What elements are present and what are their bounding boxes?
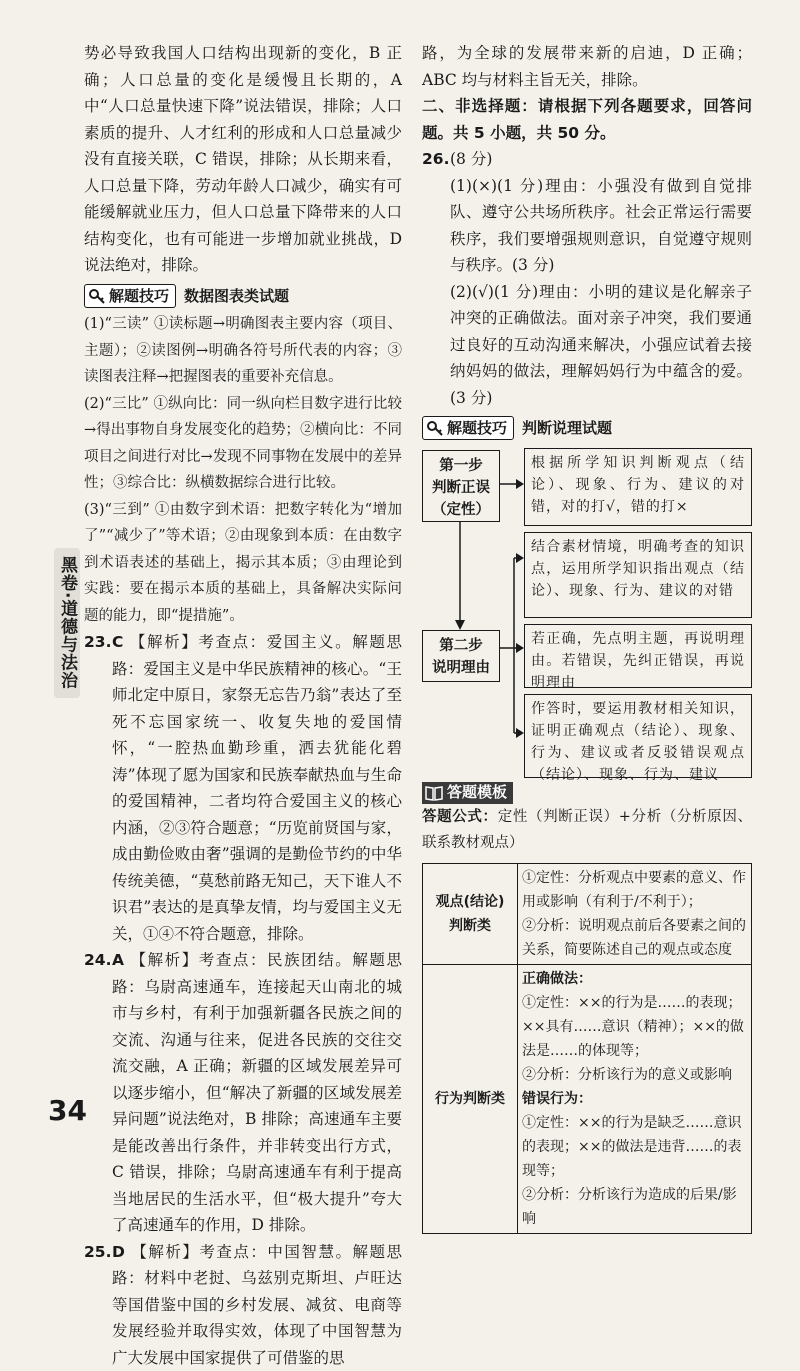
tip-badge-label: 解题技巧	[109, 283, 169, 310]
question-23	[84, 629, 402, 947]
answer-letter: D	[112, 1243, 125, 1261]
template-badge-label: 答题模板	[447, 779, 507, 806]
table-row	[423, 863, 752, 964]
formula-text: 定性（判断正误）+分析（分析原因、联系教材观点）	[422, 809, 752, 852]
side-tab-subject: 黑卷·道德与法治	[54, 548, 80, 698]
judgement-flow-diagram	[422, 448, 752, 778]
table-line: ①定性：分析观点中要素的意义、作用或影响（有利于/不利于）；	[522, 866, 747, 914]
left-column	[84, 40, 402, 1371]
answer-formula	[422, 804, 752, 857]
tip-badge	[422, 416, 514, 440]
step-1-box: 第一步 判断正误 （定性）	[422, 450, 500, 522]
table-line: ①定性：××的行为是……的表现；××具有……意识（精神）；××的做法是……的体现等；	[522, 991, 747, 1063]
table-category-behavior: 行为判断类	[423, 964, 518, 1233]
tip-badge-label: 解题技巧	[447, 415, 507, 442]
step-2-answer-box: 作答时，要运用教材相关知识，证明正确观点（结论）、现象、行为、建议或者反驳错误观点（结论）、现象、行为、建议	[524, 694, 752, 778]
tip-title: 数据图表类试题	[184, 283, 289, 310]
question-24	[84, 947, 402, 1239]
question-number: 25.	[84, 1239, 112, 1266]
step-1-desc-box: 根据所学知识判断观点（结论）、现象、行为、建议的对错，对的打√，错的打×	[524, 448, 752, 526]
q22-continuation: 势必导致我国人口结构出现新的变化，B 正确；人口总量的变化是缓慢且长期的，A 中“人口总量快速下降”说法错误，排除；人口素质的提升、人才红利的形成和人口总量减少没有直接关联，C 错误，排除；从长期来看，人口总量下降，劳动年龄人口减少，确实有可能缓解就业压力，但人口总量下降带来的人口结构变化，也有可能进一步增加就业挑战，D 说法绝对，排除。	[84, 40, 402, 279]
right-column	[422, 40, 752, 1234]
answer-explanation: 【解析】考查点：民族团结。解题思路：乌尉高速通车，连接起天山南北的城市与乡村，有利于加强新疆各民族之间的交流、沟通与往来，促进各民族的交往交流交融，A 正确；新疆的区域发展差异可以逐步缩小，但“解决了新疆的区域发展差异问题”说法绝对，B 排除；高速通车主要是能改善出行条件，并非转变出行方式，C 错误，排除；乌尉高速通车有利于提高当地居民的生活水平，但“极大提升”夸大了高速通车的作用，D 排除。	[112, 951, 402, 1234]
table-subheading: 错误行为：	[522, 1087, 747, 1111]
tip-item-2: (2)“三比” ①纵向比：同一纵向栏目数字进行比较→得出事物自身发展变化的趋势；②横向比：不同项目之间进行对比→发现不同事物在发展中的差异性；③综合比：纵横数据综合进行比较。	[84, 391, 402, 497]
answer-letter: C	[112, 633, 123, 651]
answer-letter: A	[112, 951, 124, 969]
tip-title: 判断说理试题	[522, 415, 612, 442]
tip-item-1: (1)“三读” ①读标题→明确图表主要内容（项目、主题）；②读图例→明确各符号所代表的内容；③读图表注释→把握图表的重要补充信息。	[84, 311, 402, 391]
formula-label: 答题公式：	[422, 809, 498, 825]
question-25	[84, 1239, 402, 1371]
table-line: ②分析：分析该行为造成的后果/影响	[522, 1183, 747, 1231]
question-26	[422, 146, 752, 173]
answer-template-table	[422, 863, 752, 1234]
table-line: ①定性：××的行为是缺乏……意识的表现；××的做法是违背……的表现等；	[522, 1111, 747, 1183]
book-icon	[425, 785, 443, 801]
table-cell	[518, 964, 752, 1233]
key-icon	[426, 419, 444, 437]
q26-part-2: (2)(√)(1 分)理由：小明的建议是化解亲子冲突的正确做法。面对亲子冲突，我们要通过良好的互动沟通来解决，小强应试着去接纳妈妈的做法，理解妈妈行为中蕴含的爱。(3 分)	[422, 279, 752, 412]
tip-item-3: (3)“三到” ①由数字到术语：把数字转化为“增加了”“减少了”等术语；②由现象到本质：在由数字到术语表述的基础上，揭示其本质；③由理论到实践：要在揭示本质的基础上，具备解决实际问题的能力，即“提措施”。	[84, 497, 402, 630]
tip-badge	[84, 284, 176, 308]
q25-continuation: 路，为全球的发展带来新的启迪，D 正确；ABC 均与材料主旨无关，排除。	[422, 40, 752, 93]
answer-explanation: 【解析】考查点：爱国主义。解题思路：爱国主义是中华民族精神的核心。“王师北定中原日，家祭无忘告乃翁”表达了至死不忘国家统一、收复失地的爱国情怀，“一腔热血勤珍重，洒去犹能化碧涛”体现了愿为国家和民族奉献热血与生命的爱国精神，二者均符合爱国主义的核心内涵，②③符合题意；“历览前贤国与家，成由勤俭败由奢”强调的是勤俭节约的中华传统美德，“莫愁前路无知己，天下谁人不识君”表达的是真挚友情，均与爱国主义无关，①④不符合题意，排除。	[112, 633, 402, 943]
q26-part-1: (1)(×)(1 分)理由：小强没有做到自觉排队、遵守公共场所秩序。社会正常运行需要秩序，我们要增强规则意识，自觉遵守规则与秩序。(3 分)	[422, 173, 752, 279]
question-number: 26.	[422, 146, 450, 173]
tip-header-judgement	[422, 415, 752, 442]
section-heading: 二、非选择题：请根据下列各题要求，回答问题。共 5 小题，共 50 分。	[422, 93, 752, 146]
tip-header-data-chart	[84, 283, 402, 310]
key-icon	[88, 287, 106, 305]
template-badge	[422, 782, 513, 804]
step-2-knowledge-box: 结合素材情境，明确考查的知识点，运用所学知识指出观点（结论）、现象、行为、建议的对错	[524, 532, 752, 618]
question-number: 23.	[84, 629, 112, 656]
page-number: 34	[48, 1094, 87, 1127]
answer-explanation: 【解析】考查点：中国智慧。解题思路：材料中老挝、乌兹别克斯坦、卢旺达等国借鉴中国的乡村发展、减贫、电商等发展经验并取得实效，体现了中国智慧为广大发展中国家提供了可借鉴的思	[112, 1243, 402, 1367]
table-row	[423, 964, 752, 1233]
step-2-box: 第二步 说明理由	[422, 630, 500, 682]
question-number: 24.	[84, 947, 112, 974]
table-line: ②分析：说明观点前后各要素之间的关系，简要陈述自己的观点或态度	[522, 914, 747, 962]
table-line: ②分析：分析该行为的意义或影响	[522, 1063, 747, 1087]
table-subheading: 正确做法：	[522, 967, 747, 991]
table-cell	[518, 863, 752, 964]
question-score: (8 分)	[450, 150, 492, 168]
step-2-reason-box: 若正确，先点明主题，再说明理由。若错误，先纠正错误，再说明理由	[524, 624, 752, 688]
table-category-opinion: 观点(结论) 判断类	[423, 863, 518, 964]
